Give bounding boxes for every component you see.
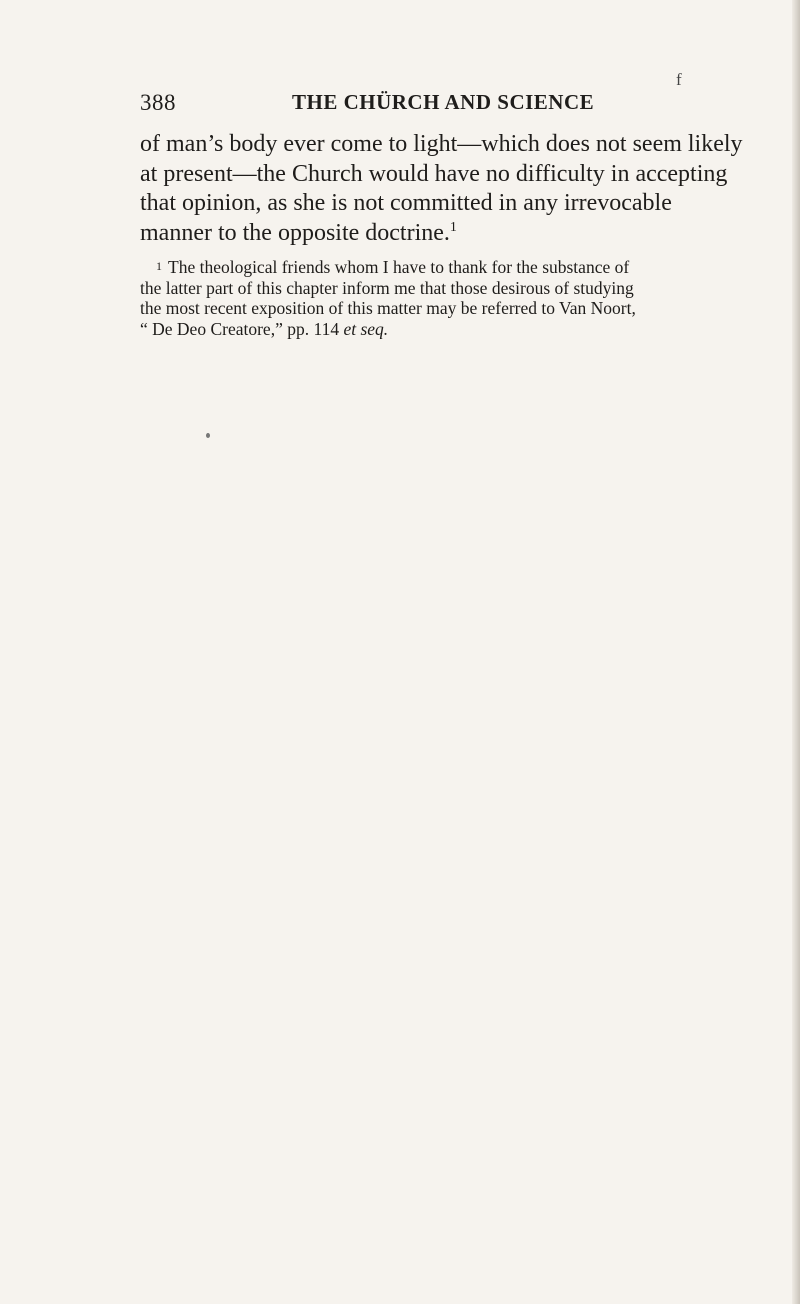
footnote-line-text: The theological friends whom I have to thank for the substance of xyxy=(168,257,630,277)
footnote-reference[interactable]: 1 xyxy=(449,219,457,235)
footnote-line-text: “ De Deo Creatore,” pp. 114 xyxy=(140,318,340,339)
stray-ink-mark xyxy=(206,433,210,438)
page-edge xyxy=(792,0,800,1304)
body-paragraph xyxy=(140,130,760,248)
footnote-line: the most recent exposition of this matter may be referred to Van Noort, xyxy=(140,298,636,318)
footnote xyxy=(140,256,760,339)
body-line xyxy=(140,219,760,249)
footnote-line: the latter part of this chapter inform me that those desirous of studying xyxy=(140,277,634,298)
footnote-number: 1 xyxy=(156,259,162,273)
page-number: 388 xyxy=(140,90,176,115)
body-line: at present—the Church would have no difficulty in accepting xyxy=(140,160,728,187)
footnote-line xyxy=(140,319,760,340)
body-line-text: manner to the opposite doctrine. xyxy=(140,219,450,246)
running-head xyxy=(140,90,660,124)
running-title: THE CHÜRCH AND SCIENCE xyxy=(292,90,595,114)
body-line: of man’s body ever come to light—which does not seem likely xyxy=(140,131,743,157)
margin-mark: f xyxy=(676,70,682,89)
footnote-line xyxy=(140,256,760,278)
footnote-italic-tail: et seq. xyxy=(343,318,389,339)
body-line: that opinion, as she is not committed in any irrevocable xyxy=(140,190,672,216)
